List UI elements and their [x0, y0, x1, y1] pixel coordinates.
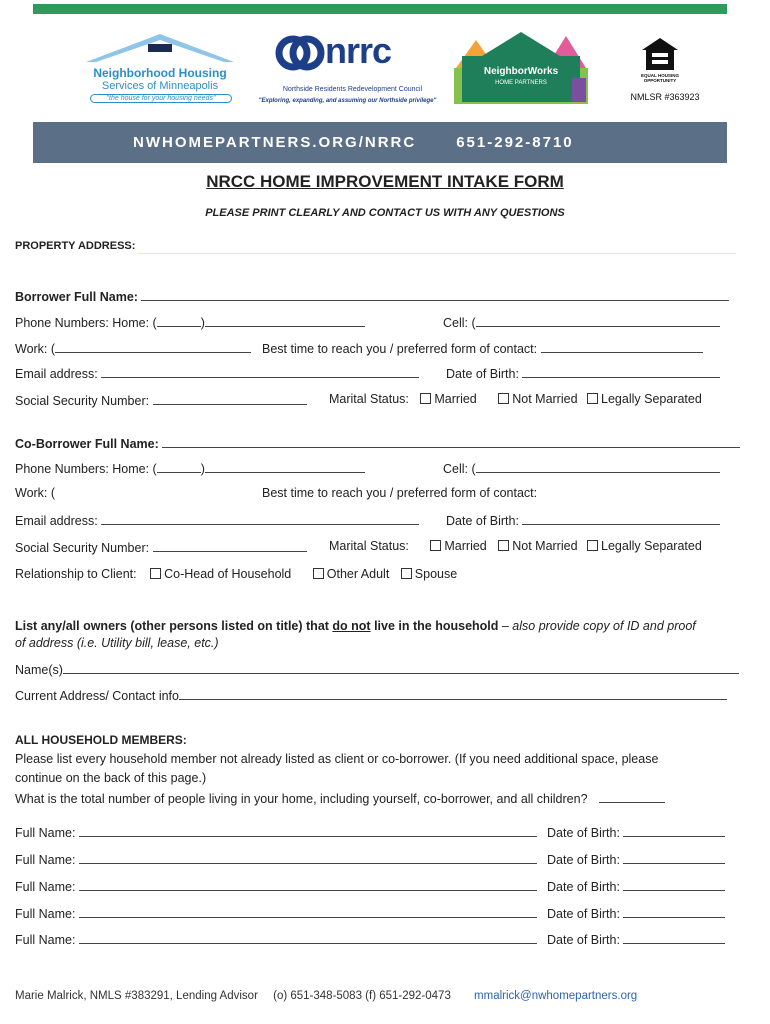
- nrrc-tagline: "Exploring, expanding, and assuming our Northside privilege": [258, 98, 437, 104]
- borrower-besttime-label: Best time to reach you / preferred form of contact:: [262, 342, 538, 356]
- coborrower-marital-row: [329, 539, 702, 553]
- borrower-email-field[interactable]: [101, 365, 419, 378]
- borrower-email-label: Email address:: [15, 367, 98, 381]
- coborrower-not-married-label: Not Married: [512, 539, 578, 553]
- borrower-married-checkbox[interactable]: [420, 393, 431, 404]
- coborrower-besttime-row: [262, 486, 537, 500]
- borrower-home-paren: ): [200, 316, 205, 330]
- borrower-besttime-field[interactable]: [541, 340, 703, 353]
- household-member-dob: [547, 851, 725, 867]
- member-dob-label: Date of Birth:: [547, 880, 620, 894]
- owners-address-row: [15, 687, 727, 703]
- member-dob-label: Date of Birth:: [547, 933, 620, 947]
- owners-names-label: Name(s): [15, 663, 63, 677]
- coborrower-dob-row: [446, 512, 720, 528]
- neighborworks-logo: [452, 28, 590, 110]
- nrrc-full-name: Northside Residents Redevelopment Council: [282, 86, 423, 93]
- household-total-row: [15, 790, 665, 806]
- coborrower-work-label: Work: (: [15, 486, 56, 500]
- property-address-field[interactable]: [138, 253, 736, 254]
- coborrower-home-phone-label: Phone Numbers: Home: (: [15, 462, 157, 476]
- borrower-separated-label: Legally Separated: [601, 392, 702, 406]
- coborrower-dob-label: Date of Birth:: [446, 514, 519, 528]
- spouse-label: Spouse: [414, 567, 458, 581]
- household-total-label: What is the total number of people living in your home, including yourself, co-borrower, and all children?: [15, 792, 588, 806]
- household-instruction-2: continue on the back of this page.): [15, 771, 207, 785]
- member-name-field[interactable]: [79, 931, 537, 944]
- nhs-name-line2: Services of Minneapolis: [101, 80, 219, 92]
- borrower-work-label: Work: (: [15, 342, 56, 356]
- coborrower-not-married-checkbox[interactable]: [498, 540, 509, 551]
- nhs-name-line1: Neighborhood Housing: [93, 66, 227, 80]
- coborrower-name-row: [15, 435, 740, 451]
- household-member-dob: [547, 905, 725, 921]
- borrower-home-area-field[interactable]: [157, 314, 201, 327]
- nrrc-link-icon: [275, 32, 325, 74]
- neighborworks-name: NeighborWorks: [483, 66, 559, 77]
- member-name-label: Full Name:: [15, 907, 76, 921]
- coborrower-ssn-row: [15, 539, 307, 555]
- coborrower-marital-label: Marital Status:: [329, 539, 409, 553]
- member-dob-field[interactable]: [623, 931, 725, 944]
- borrower-ssn-field[interactable]: [153, 392, 307, 405]
- coborrower-home-paren: ): [200, 462, 205, 476]
- coborrower-ssn-label: Social Security Number:: [15, 541, 150, 555]
- borrower-home-phone-field[interactable]: [205, 314, 365, 327]
- member-dob-label: Date of Birth:: [547, 907, 620, 921]
- owners-heading: [15, 619, 696, 633]
- household-member-row: [15, 931, 537, 947]
- member-name-label: Full Name:: [15, 853, 76, 867]
- member-dob-field[interactable]: [623, 824, 725, 837]
- equal-housing-text: EQUAL HOUSING OPPORTUNITY: [641, 73, 679, 83]
- nrrc-logo: [255, 30, 440, 112]
- member-name-label: Full Name:: [15, 826, 76, 840]
- household-heading: ALL HOUSEHOLD MEMBERS:: [15, 733, 187, 747]
- household-member-row: [15, 878, 537, 894]
- owners-address-field[interactable]: [179, 687, 727, 700]
- contact-banner: [33, 122, 727, 163]
- borrower-besttime-row: [262, 340, 703, 356]
- owners-heading-a: List any/all owners (other persons listed on title) that: [15, 619, 333, 633]
- borrower-ssn-row: [15, 392, 307, 408]
- property-address-label: PROPERTY ADDRESS:: [15, 240, 136, 252]
- coborrower-name-field[interactable]: [162, 435, 740, 448]
- member-dob-field[interactable]: [623, 851, 725, 864]
- owners-heading-line2: [15, 636, 219, 650]
- coborrower-cell-label: Cell: (: [443, 462, 476, 476]
- banner-phone: 651-292-8710: [456, 134, 574, 151]
- borrower-home-phone-label: Phone Numbers: Home: (: [15, 316, 157, 330]
- coborrower-cell-row: [443, 460, 720, 476]
- household-member-row: [15, 851, 537, 867]
- owners-names-field[interactable]: [63, 661, 739, 674]
- borrower-dob-row: [446, 365, 720, 381]
- household-member-dob: [547, 931, 725, 947]
- footer: [15, 990, 755, 1002]
- borrower-name-label: Borrower Full Name:: [15, 290, 138, 304]
- coborrower-home-area-field[interactable]: [157, 460, 201, 473]
- borrower-marital-row: [329, 392, 702, 406]
- borrower-cell-field[interactable]: [476, 314, 720, 327]
- coborrower-cell-field[interactable]: [476, 460, 720, 473]
- coborrower-name-label: Co-Borrower Full Name:: [15, 437, 159, 451]
- coborrower-email-label: Email address:: [15, 514, 98, 528]
- borrower-work-row: [15, 340, 251, 356]
- owners-address-label: Current Address/ Contact info: [15, 689, 179, 703]
- household-member-dob: [547, 878, 725, 894]
- neighborworks-sub: HOME PARTNERS: [495, 80, 547, 86]
- borrower-dob-label: Date of Birth:: [446, 367, 519, 381]
- owners-names-row: [15, 661, 739, 677]
- footer-phones: (o) 651-348-5083 (f) 651-292-0473: [273, 990, 451, 1002]
- coborrower-separated-label: Legally Separated: [601, 539, 702, 553]
- borrower-phone-row: [15, 314, 365, 330]
- footer-email-link[interactable]: mmalrick@nwhomepartners.org: [474, 990, 638, 1002]
- member-dob-field[interactable]: [623, 905, 725, 918]
- nrrc-name: nrrc: [325, 30, 392, 71]
- other-adult-label: Other Adult: [326, 567, 390, 581]
- relationship-label: Relationship to Client:: [15, 567, 137, 581]
- relationship-row: [15, 567, 457, 581]
- equal-housing-icon: [640, 36, 680, 72]
- borrower-married-label: Married: [434, 392, 477, 406]
- form-subtitle: PLEASE PRINT CLEARLY AND CONTACT US WITH ANY QUESTIONS: [205, 207, 565, 219]
- member-name-label: Full Name:: [15, 933, 76, 947]
- owners-heading-d: – also provide copy of ID and proof: [498, 619, 696, 633]
- coborrower-besttime-label: Best time to reach you / preferred form of contact:: [262, 486, 538, 500]
- nmlsr-number: NMLSR #363923: [630, 92, 700, 102]
- borrower-separated-checkbox[interactable]: [587, 393, 598, 404]
- equal-housing-logo: [620, 36, 710, 106]
- household-member-row: [15, 905, 537, 921]
- member-name-field[interactable]: [79, 878, 537, 891]
- borrower-email-row: [15, 365, 419, 381]
- borrower-name-row: [15, 288, 729, 304]
- banner-url[interactable]: NWHOMEPARTNERS.ORG/NRRC: [133, 134, 417, 151]
- household-member-dob: [547, 824, 725, 840]
- borrower-not-married-checkbox[interactable]: [498, 393, 509, 404]
- borrower-name-field[interactable]: [141, 288, 729, 301]
- member-name-field[interactable]: [79, 851, 537, 864]
- form-title: NRCC HOME IMPROVEMENT INTAKE FORM: [206, 172, 564, 191]
- coborrower-email-field[interactable]: [101, 512, 419, 525]
- member-name-label: Full Name:: [15, 880, 76, 894]
- nhs-tagline: "the house for your housing needs": [90, 94, 232, 103]
- coborrower-married-checkbox[interactable]: [430, 540, 441, 551]
- cohead-checkbox[interactable]: [150, 568, 161, 579]
- coborrower-phone-row: [15, 460, 365, 476]
- member-name-field[interactable]: [79, 905, 537, 918]
- coborrower-home-phone-field[interactable]: [205, 460, 365, 473]
- coborrower-dob-field[interactable]: [522, 512, 720, 525]
- coborrower-separated-checkbox[interactable]: [587, 540, 598, 551]
- coborrower-email-row: [15, 512, 419, 528]
- owners-heading-c: live in the household: [370, 619, 499, 633]
- borrower-dob-field[interactable]: [522, 365, 720, 378]
- member-dob-label: Date of Birth:: [547, 826, 620, 840]
- borrower-not-married-label: Not Married: [512, 392, 578, 406]
- coborrower-ssn-field[interactable]: [153, 539, 307, 552]
- borrower-marital-label: Marital Status:: [329, 392, 409, 406]
- household-total-field[interactable]: [599, 790, 665, 803]
- borrower-work-field[interactable]: [55, 340, 251, 353]
- nhs-logo: [82, 30, 238, 110]
- other-adult-checkbox[interactable]: [313, 568, 324, 579]
- coborrower-work-row: [15, 486, 251, 500]
- owners-heading-b: do not: [332, 619, 371, 633]
- household-member-row: [15, 824, 537, 840]
- borrower-cell-row: [443, 314, 720, 330]
- footer-advisor: Marie Malrick, NMLS #383291, Lending Advisor: [15, 990, 258, 1002]
- spouse-checkbox[interactable]: [401, 568, 412, 579]
- borrower-cell-label: Cell: (: [443, 316, 476, 330]
- owners-heading-e: of address (i.e. Utility bill, lease, etc.): [15, 636, 219, 650]
- household-instruction-1: Please list every household member not already listed as client or co-borrower. (If you need additional space, please: [15, 752, 659, 766]
- member-name-field[interactable]: [79, 824, 537, 837]
- house-roof-icon: [82, 30, 238, 66]
- member-dob-label: Date of Birth:: [547, 853, 620, 867]
- top-accent-bar: [33, 4, 727, 14]
- coborrower-married-label: Married: [444, 539, 487, 553]
- cohead-label: Co-Head of Household: [164, 567, 292, 581]
- member-dob-field[interactable]: [623, 878, 725, 891]
- borrower-ssn-label: Social Security Number:: [15, 394, 150, 408]
